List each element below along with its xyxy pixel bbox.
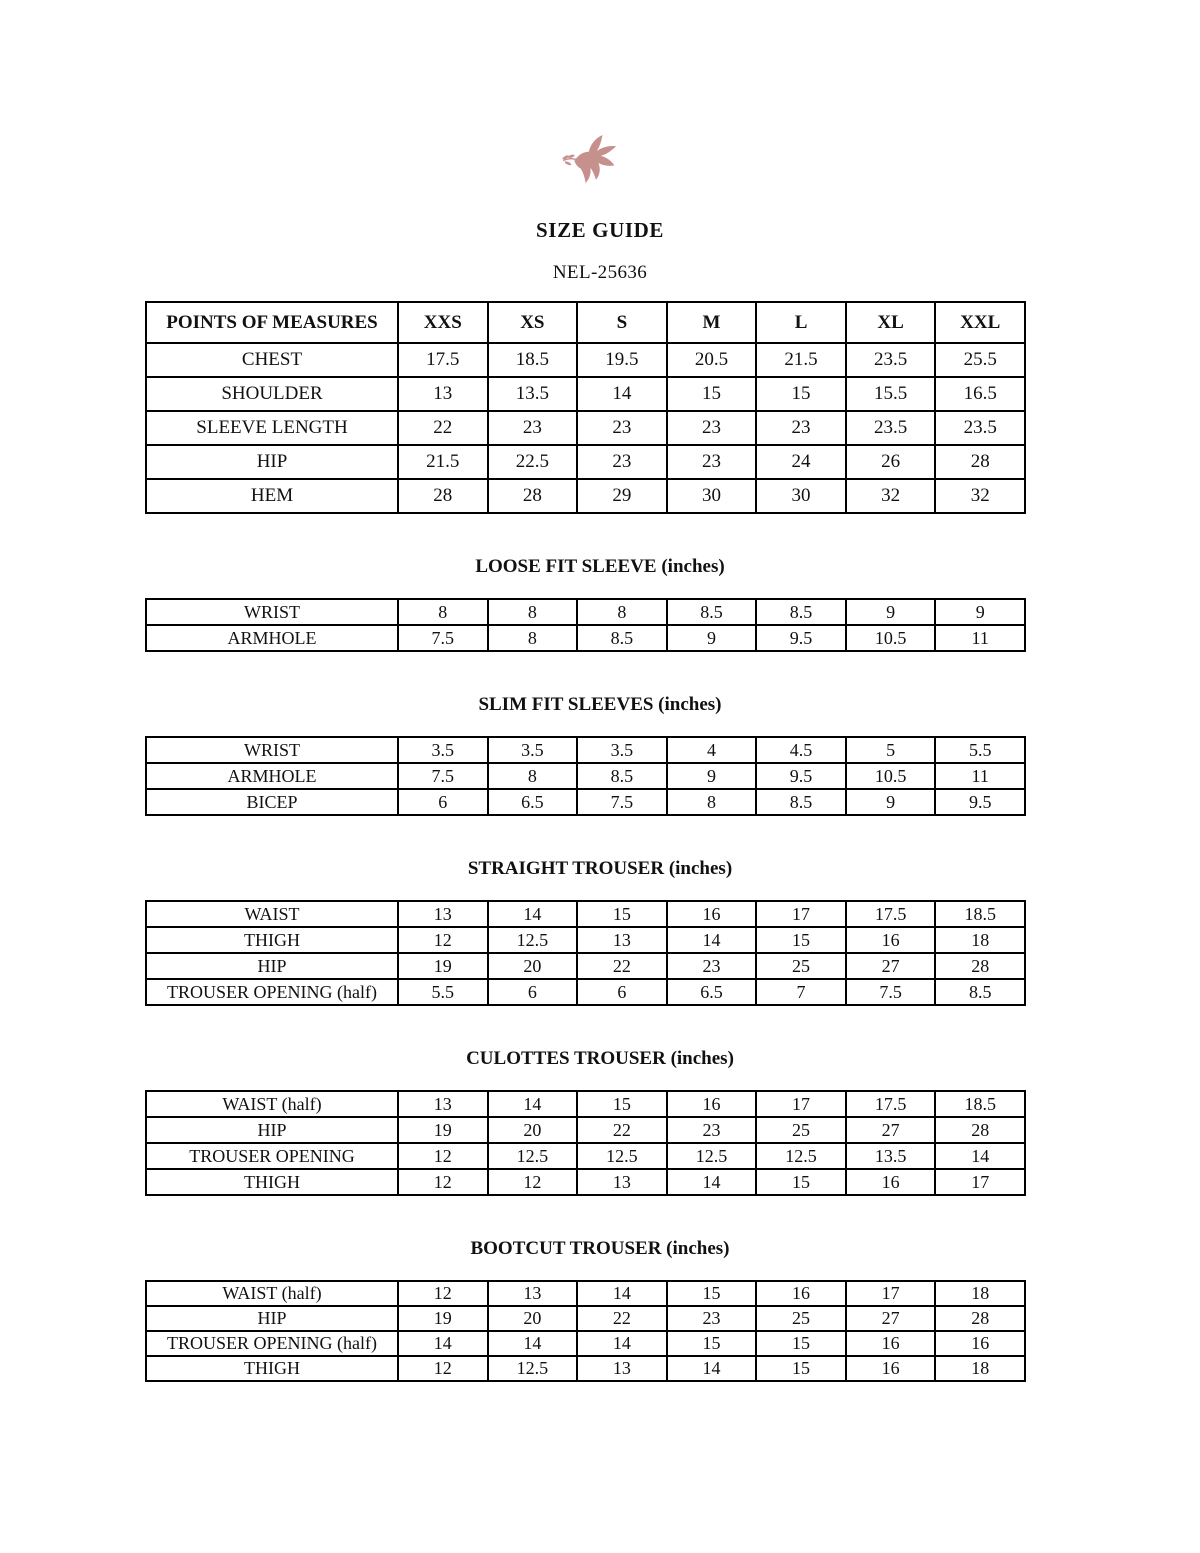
row-label: HIP xyxy=(146,953,398,979)
size-value: 6 xyxy=(398,789,488,815)
size-value: 11 xyxy=(935,625,1025,651)
table-row xyxy=(146,901,1025,927)
size-value: 15 xyxy=(667,1331,757,1356)
row-label: TROUSER OPENING (half) xyxy=(146,1331,398,1356)
size-value: 18.5 xyxy=(488,343,578,377)
row-label: SLEEVE LENGTH xyxy=(146,411,398,445)
points-of-measures-header: POINTS OF MEASURES xyxy=(146,302,398,343)
size-value: 23 xyxy=(667,445,757,479)
size-value: 18 xyxy=(935,927,1025,953)
table-row xyxy=(146,953,1025,979)
size-value: 12.5 xyxy=(488,1143,578,1169)
size-value: 19 xyxy=(398,953,488,979)
size-column-header-xl: XL xyxy=(846,302,936,343)
size-value: 29 xyxy=(577,479,667,513)
size-value: 28 xyxy=(488,479,578,513)
size-value: 18.5 xyxy=(935,1091,1025,1117)
size-value: 13.5 xyxy=(488,377,578,411)
size-value: 16 xyxy=(667,1091,757,1117)
section-title-culottes-trouser: CULOTTES TROUSER (inches) xyxy=(466,1048,734,1069)
size-value: 13 xyxy=(488,1281,578,1306)
size-value: 23 xyxy=(577,411,667,445)
size-value: 6.5 xyxy=(667,979,757,1005)
size-value: 8.5 xyxy=(577,625,667,651)
size-value: 8.5 xyxy=(935,979,1025,1005)
size-value: 14 xyxy=(577,1331,667,1356)
size-value: 12 xyxy=(488,1169,578,1195)
size-value: 12.5 xyxy=(756,1143,846,1169)
bootcut-trouser-table xyxy=(145,1280,1026,1382)
table-row xyxy=(146,927,1025,953)
size-value: 8.5 xyxy=(577,763,667,789)
loose-fit-sleeve-table xyxy=(145,598,1026,652)
size-value: 15 xyxy=(756,1356,846,1381)
size-value: 14 xyxy=(935,1143,1025,1169)
size-value: 10.5 xyxy=(846,625,936,651)
product-code: NEL-25636 xyxy=(552,262,648,283)
size-value: 25 xyxy=(756,953,846,979)
row-label: CHEST xyxy=(146,343,398,377)
size-value: 3.5 xyxy=(398,737,488,763)
size-value: 13 xyxy=(577,927,667,953)
size-value: 9 xyxy=(667,763,757,789)
size-value: 23 xyxy=(667,1306,757,1331)
size-value: 28 xyxy=(935,445,1025,479)
size-value: 5 xyxy=(846,737,936,763)
row-label: WAIST (half) xyxy=(146,1281,398,1306)
size-value: 13 xyxy=(577,1356,667,1381)
size-value: 12.5 xyxy=(488,927,578,953)
size-value: 14 xyxy=(488,1331,578,1356)
size-value: 25 xyxy=(756,1117,846,1143)
size-value: 22 xyxy=(398,411,488,445)
size-value: 22 xyxy=(577,953,667,979)
size-value: 17.5 xyxy=(846,1091,936,1117)
size-value: 8 xyxy=(398,599,488,625)
size-value: 13 xyxy=(398,1091,488,1117)
size-value: 15 xyxy=(577,1091,667,1117)
section-title-slim-fit-sleeves: SLIM FIT SLEEVES (inches) xyxy=(478,694,722,715)
size-column-header-xs: XS xyxy=(488,302,578,343)
table-row xyxy=(146,1281,1025,1306)
row-label: TROUSER OPENING xyxy=(146,1143,398,1169)
size-value: 17.5 xyxy=(398,343,488,377)
size-value: 7.5 xyxy=(577,789,667,815)
table-row xyxy=(146,625,1025,651)
size-value: 9 xyxy=(935,599,1025,625)
size-value: 4.5 xyxy=(756,737,846,763)
size-value: 8 xyxy=(488,625,578,651)
points-of-measures-table xyxy=(145,301,1026,514)
page-title: SIZE GUIDE xyxy=(536,218,664,242)
size-value: 3.5 xyxy=(488,737,578,763)
size-value: 16 xyxy=(846,927,936,953)
size-value: 20 xyxy=(488,1117,578,1143)
size-value: 30 xyxy=(667,479,757,513)
size-value: 18.5 xyxy=(935,901,1025,927)
table-row xyxy=(146,343,1025,377)
row-label: ARMHOLE xyxy=(146,625,398,651)
size-value: 13 xyxy=(398,377,488,411)
size-value: 4 xyxy=(667,737,757,763)
row-label: THIGH xyxy=(146,1356,398,1381)
size-value: 27 xyxy=(846,1117,936,1143)
size-value: 6 xyxy=(577,979,667,1005)
size-value: 16 xyxy=(846,1331,936,1356)
size-value: 9.5 xyxy=(756,625,846,651)
row-label: HIP xyxy=(146,1306,398,1331)
size-value: 16 xyxy=(935,1331,1025,1356)
size-column-header-s: S xyxy=(577,302,667,343)
size-value: 21.5 xyxy=(756,343,846,377)
size-value: 19 xyxy=(398,1306,488,1331)
table-row xyxy=(146,1091,1025,1117)
table-row xyxy=(146,1143,1025,1169)
size-value: 20 xyxy=(488,953,578,979)
table-row xyxy=(146,763,1025,789)
size-value: 15.5 xyxy=(846,377,936,411)
size-value: 12 xyxy=(398,1143,488,1169)
size-value: 9.5 xyxy=(756,763,846,789)
size-value: 15 xyxy=(667,377,757,411)
size-value: 13 xyxy=(398,901,488,927)
size-value: 21.5 xyxy=(398,445,488,479)
size-value: 20 xyxy=(488,1306,578,1331)
size-value: 15 xyxy=(756,377,846,411)
size-value: 15 xyxy=(667,1281,757,1306)
size-value: 12.5 xyxy=(667,1143,757,1169)
size-value: 6.5 xyxy=(488,789,578,815)
size-value: 12 xyxy=(398,1281,488,1306)
size-value: 11 xyxy=(935,763,1025,789)
size-value: 28 xyxy=(935,1306,1025,1331)
row-label: ARMHOLE xyxy=(146,763,398,789)
size-value: 10.5 xyxy=(846,763,936,789)
size-value: 15 xyxy=(756,927,846,953)
size-value: 17 xyxy=(756,1091,846,1117)
size-value: 7.5 xyxy=(398,763,488,789)
table-row xyxy=(146,599,1025,625)
row-label: WAIST (half) xyxy=(146,1091,398,1117)
row-label: WRIST xyxy=(146,599,398,625)
size-value: 16.5 xyxy=(935,377,1025,411)
size-value: 16 xyxy=(846,1169,936,1195)
row-label: HIP xyxy=(146,445,398,479)
size-value: 12.5 xyxy=(577,1143,667,1169)
size-value: 8 xyxy=(667,789,757,815)
size-value: 23.5 xyxy=(935,411,1025,445)
row-label: WRIST xyxy=(146,737,398,763)
row-label: BICEP xyxy=(146,789,398,815)
table-row xyxy=(146,737,1025,763)
size-value: 23 xyxy=(488,411,578,445)
size-value: 27 xyxy=(846,953,936,979)
table-row xyxy=(146,479,1025,513)
size-value: 17 xyxy=(756,901,846,927)
size-value: 14 xyxy=(398,1331,488,1356)
section-title-straight-trouser: STRAIGHT TROUSER (inches) xyxy=(467,858,733,879)
size-column-header-l: L xyxy=(756,302,846,343)
row-label: THIGH xyxy=(146,927,398,953)
table-row xyxy=(146,1117,1025,1143)
row-label: HEM xyxy=(146,479,398,513)
size-value: 14 xyxy=(577,377,667,411)
table-row xyxy=(146,1306,1025,1331)
size-value: 24 xyxy=(756,445,846,479)
size-value: 14 xyxy=(667,927,757,953)
size-value: 8 xyxy=(577,599,667,625)
size-value: 7 xyxy=(756,979,846,1005)
size-value: 14 xyxy=(488,901,578,927)
size-value: 9 xyxy=(667,625,757,651)
size-value: 23.5 xyxy=(846,343,936,377)
size-value: 30 xyxy=(756,479,846,513)
size-value: 20.5 xyxy=(667,343,757,377)
slim-fit-sleeves-table xyxy=(145,736,1026,816)
size-value: 15 xyxy=(756,1331,846,1356)
size-value: 28 xyxy=(935,1117,1025,1143)
table-row xyxy=(146,1331,1025,1356)
size-value: 12 xyxy=(398,1356,488,1381)
size-value: 25 xyxy=(756,1306,846,1331)
size-value: 7.5 xyxy=(846,979,936,1005)
size-value: 16 xyxy=(846,1356,936,1381)
section-title-bootcut-trouser: BOOTCUT TROUSER (inches) xyxy=(470,1238,730,1259)
size-value: 28 xyxy=(398,479,488,513)
brand-logo xyxy=(0,0,1200,193)
size-value: 12.5 xyxy=(488,1356,578,1381)
size-value: 3.5 xyxy=(577,737,667,763)
size-value: 9 xyxy=(846,599,936,625)
section-title-loose-fit-sleeve: LOOSE FIT SLEEVE (inches) xyxy=(475,556,725,577)
size-value: 23 xyxy=(577,445,667,479)
size-value: 18 xyxy=(935,1356,1025,1381)
size-value: 9 xyxy=(846,789,936,815)
size-value: 23 xyxy=(667,411,757,445)
table-row xyxy=(146,1356,1025,1381)
size-value: 26 xyxy=(846,445,936,479)
size-value: 23 xyxy=(756,411,846,445)
size-column-header-xxs: XXS xyxy=(398,302,488,343)
size-value: 5.5 xyxy=(398,979,488,1005)
size-value: 12 xyxy=(398,927,488,953)
size-value: 25.5 xyxy=(935,343,1025,377)
size-value: 15 xyxy=(577,901,667,927)
size-value: 22 xyxy=(577,1306,667,1331)
size-value: 9.5 xyxy=(935,789,1025,815)
size-value: 19 xyxy=(398,1117,488,1143)
straight-trouser-table xyxy=(145,900,1026,1006)
size-value: 8.5 xyxy=(756,599,846,625)
size-value: 13.5 xyxy=(846,1143,936,1169)
row-label: SHOULDER xyxy=(146,377,398,411)
size-value: 32 xyxy=(846,479,936,513)
size-value: 14 xyxy=(667,1169,757,1195)
size-value: 27 xyxy=(846,1306,936,1331)
table-row xyxy=(146,979,1025,1005)
table-row xyxy=(146,1169,1025,1195)
size-value: 23 xyxy=(667,953,757,979)
row-label: WAIST xyxy=(146,901,398,927)
size-value: 16 xyxy=(667,901,757,927)
size-value: 14 xyxy=(667,1356,757,1381)
table-row xyxy=(146,377,1025,411)
size-value: 14 xyxy=(577,1281,667,1306)
size-value: 13 xyxy=(577,1169,667,1195)
size-column-header-m: M xyxy=(667,302,757,343)
size-value: 15 xyxy=(756,1169,846,1195)
size-value: 16 xyxy=(756,1281,846,1306)
table-row xyxy=(146,789,1025,815)
size-value: 22.5 xyxy=(488,445,578,479)
row-label: THIGH xyxy=(146,1169,398,1195)
row-label: TROUSER OPENING (half) xyxy=(146,979,398,1005)
size-value: 14 xyxy=(488,1091,578,1117)
size-value: 17 xyxy=(935,1169,1025,1195)
size-value: 19.5 xyxy=(577,343,667,377)
size-value: 8.5 xyxy=(667,599,757,625)
size-value: 23 xyxy=(667,1117,757,1143)
size-column-header-xxl: XXL xyxy=(935,302,1025,343)
size-value: 28 xyxy=(935,953,1025,979)
size-value: 12 xyxy=(398,1169,488,1195)
dove-icon xyxy=(560,133,640,193)
size-value: 5.5 xyxy=(935,737,1025,763)
row-label: HIP xyxy=(146,1117,398,1143)
size-value: 22 xyxy=(577,1117,667,1143)
size-value: 17.5 xyxy=(846,901,936,927)
table-row xyxy=(146,445,1025,479)
size-value: 17 xyxy=(846,1281,936,1306)
culottes-trouser-table xyxy=(145,1090,1026,1196)
size-value: 8 xyxy=(488,599,578,625)
size-value: 18 xyxy=(935,1281,1025,1306)
size-value: 23.5 xyxy=(846,411,936,445)
table-row xyxy=(146,411,1025,445)
size-value: 8 xyxy=(488,763,578,789)
size-value: 32 xyxy=(935,479,1025,513)
size-value: 8.5 xyxy=(756,789,846,815)
table-header-row xyxy=(146,302,1025,343)
size-value: 6 xyxy=(488,979,578,1005)
size-value: 7.5 xyxy=(398,625,488,651)
